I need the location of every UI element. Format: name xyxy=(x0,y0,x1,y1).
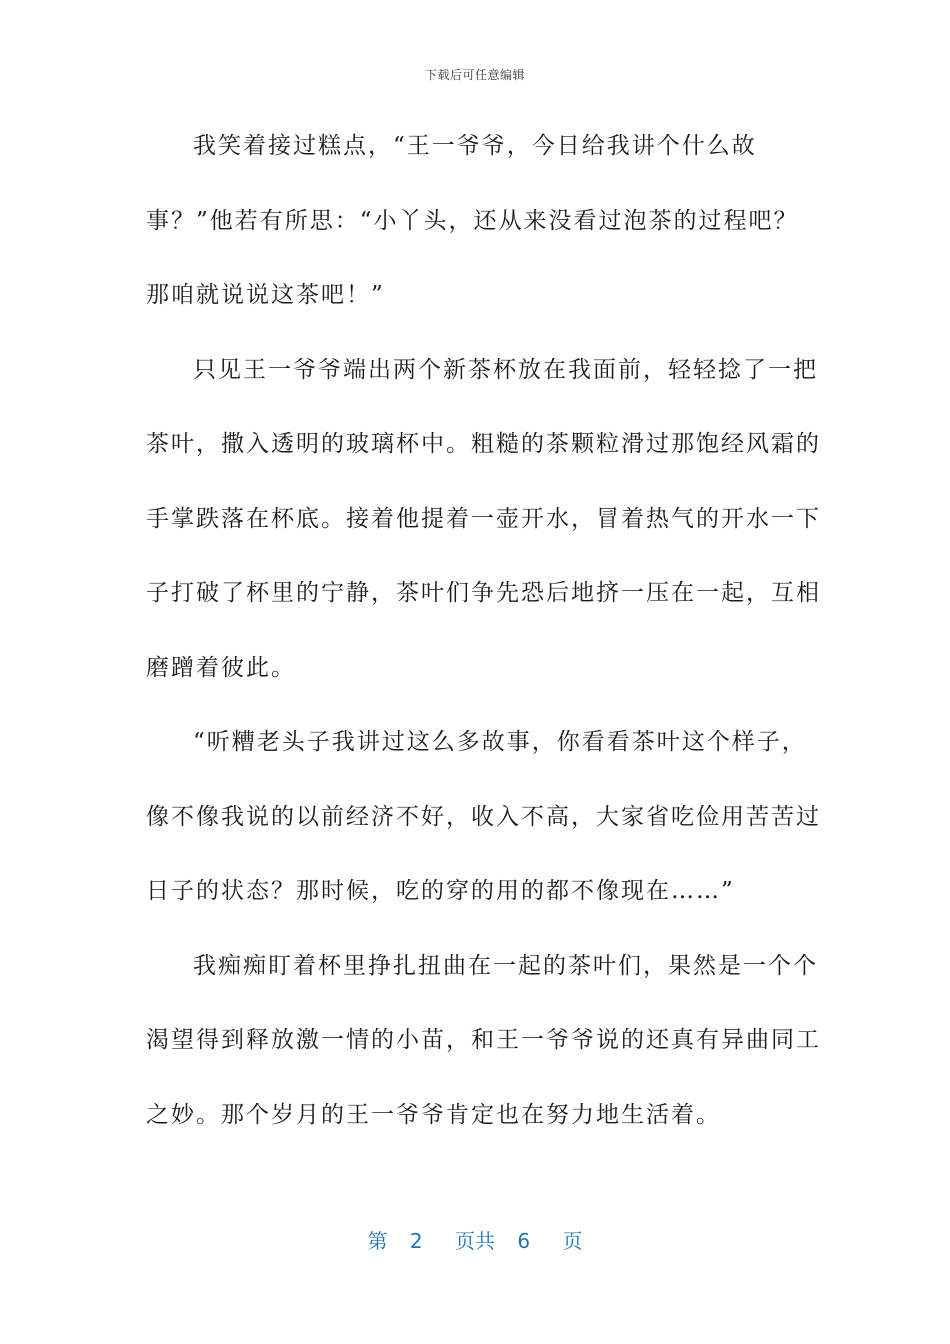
text-line: 渴望得到释放激一情的小苗，和王一爷爷说的还真有异曲同工 xyxy=(146,1027,821,1053)
page-suffix: 页 xyxy=(562,1229,583,1253)
text-line: 茶叶，撒入透明的玻璃杯中。粗糙的茶颗粒滑过那饱经风霜的 xyxy=(146,431,821,457)
text-line: 手掌跌落在杯底。接着他提着一壶开水，冒着热气的开水一下 xyxy=(146,505,821,532)
page-footer xyxy=(0,1225,950,1254)
text-line: 只见王一爷爷端出两个新茶杯放在我面前，轻轻捻了一把 xyxy=(193,356,818,383)
text-line: 像不像我说的以前经济不好，收入不高，大家省吃俭用苦苦过 xyxy=(146,803,821,830)
text-line: 之妙。那个岁月的王一爷爷肯定也在努力地生活着。 xyxy=(146,1101,721,1128)
page-header: 下载后可任意编辑 xyxy=(424,68,525,82)
page-prefix: 第 xyxy=(367,1229,388,1253)
text-line: 我痴痴盯着杯里挣扎扭曲在一起的茶叶们，果然是一个个 xyxy=(193,952,818,979)
text-line: 那咱就说说这茶吧！” xyxy=(146,282,385,308)
document-body xyxy=(146,126,821,1169)
text-line: 日子的状态？那时候，吃的穿的用的都不像现在……” xyxy=(146,878,735,904)
text-line: 事？”他若有所思：“小丫头，还从来没看过泡茶的过程吧？ xyxy=(146,207,799,234)
text-line: 我笑着接过糕点，“王一爷爷，今日给我讲个什么故 xyxy=(193,133,757,159)
text-line: “听糟老头子我讲过这么多故事，你看看茶叶这个样子， xyxy=(193,729,807,755)
page-mid: 页共 xyxy=(455,1229,495,1253)
text-line: 子打破了杯里的宁静，茶叶们争先恐后地挤一压在一起，互相 xyxy=(146,580,821,606)
page-number: 2 xyxy=(409,1229,423,1253)
page-total: 6 xyxy=(517,1229,531,1253)
text-line: 磨蹭着彼此。 xyxy=(146,654,296,681)
